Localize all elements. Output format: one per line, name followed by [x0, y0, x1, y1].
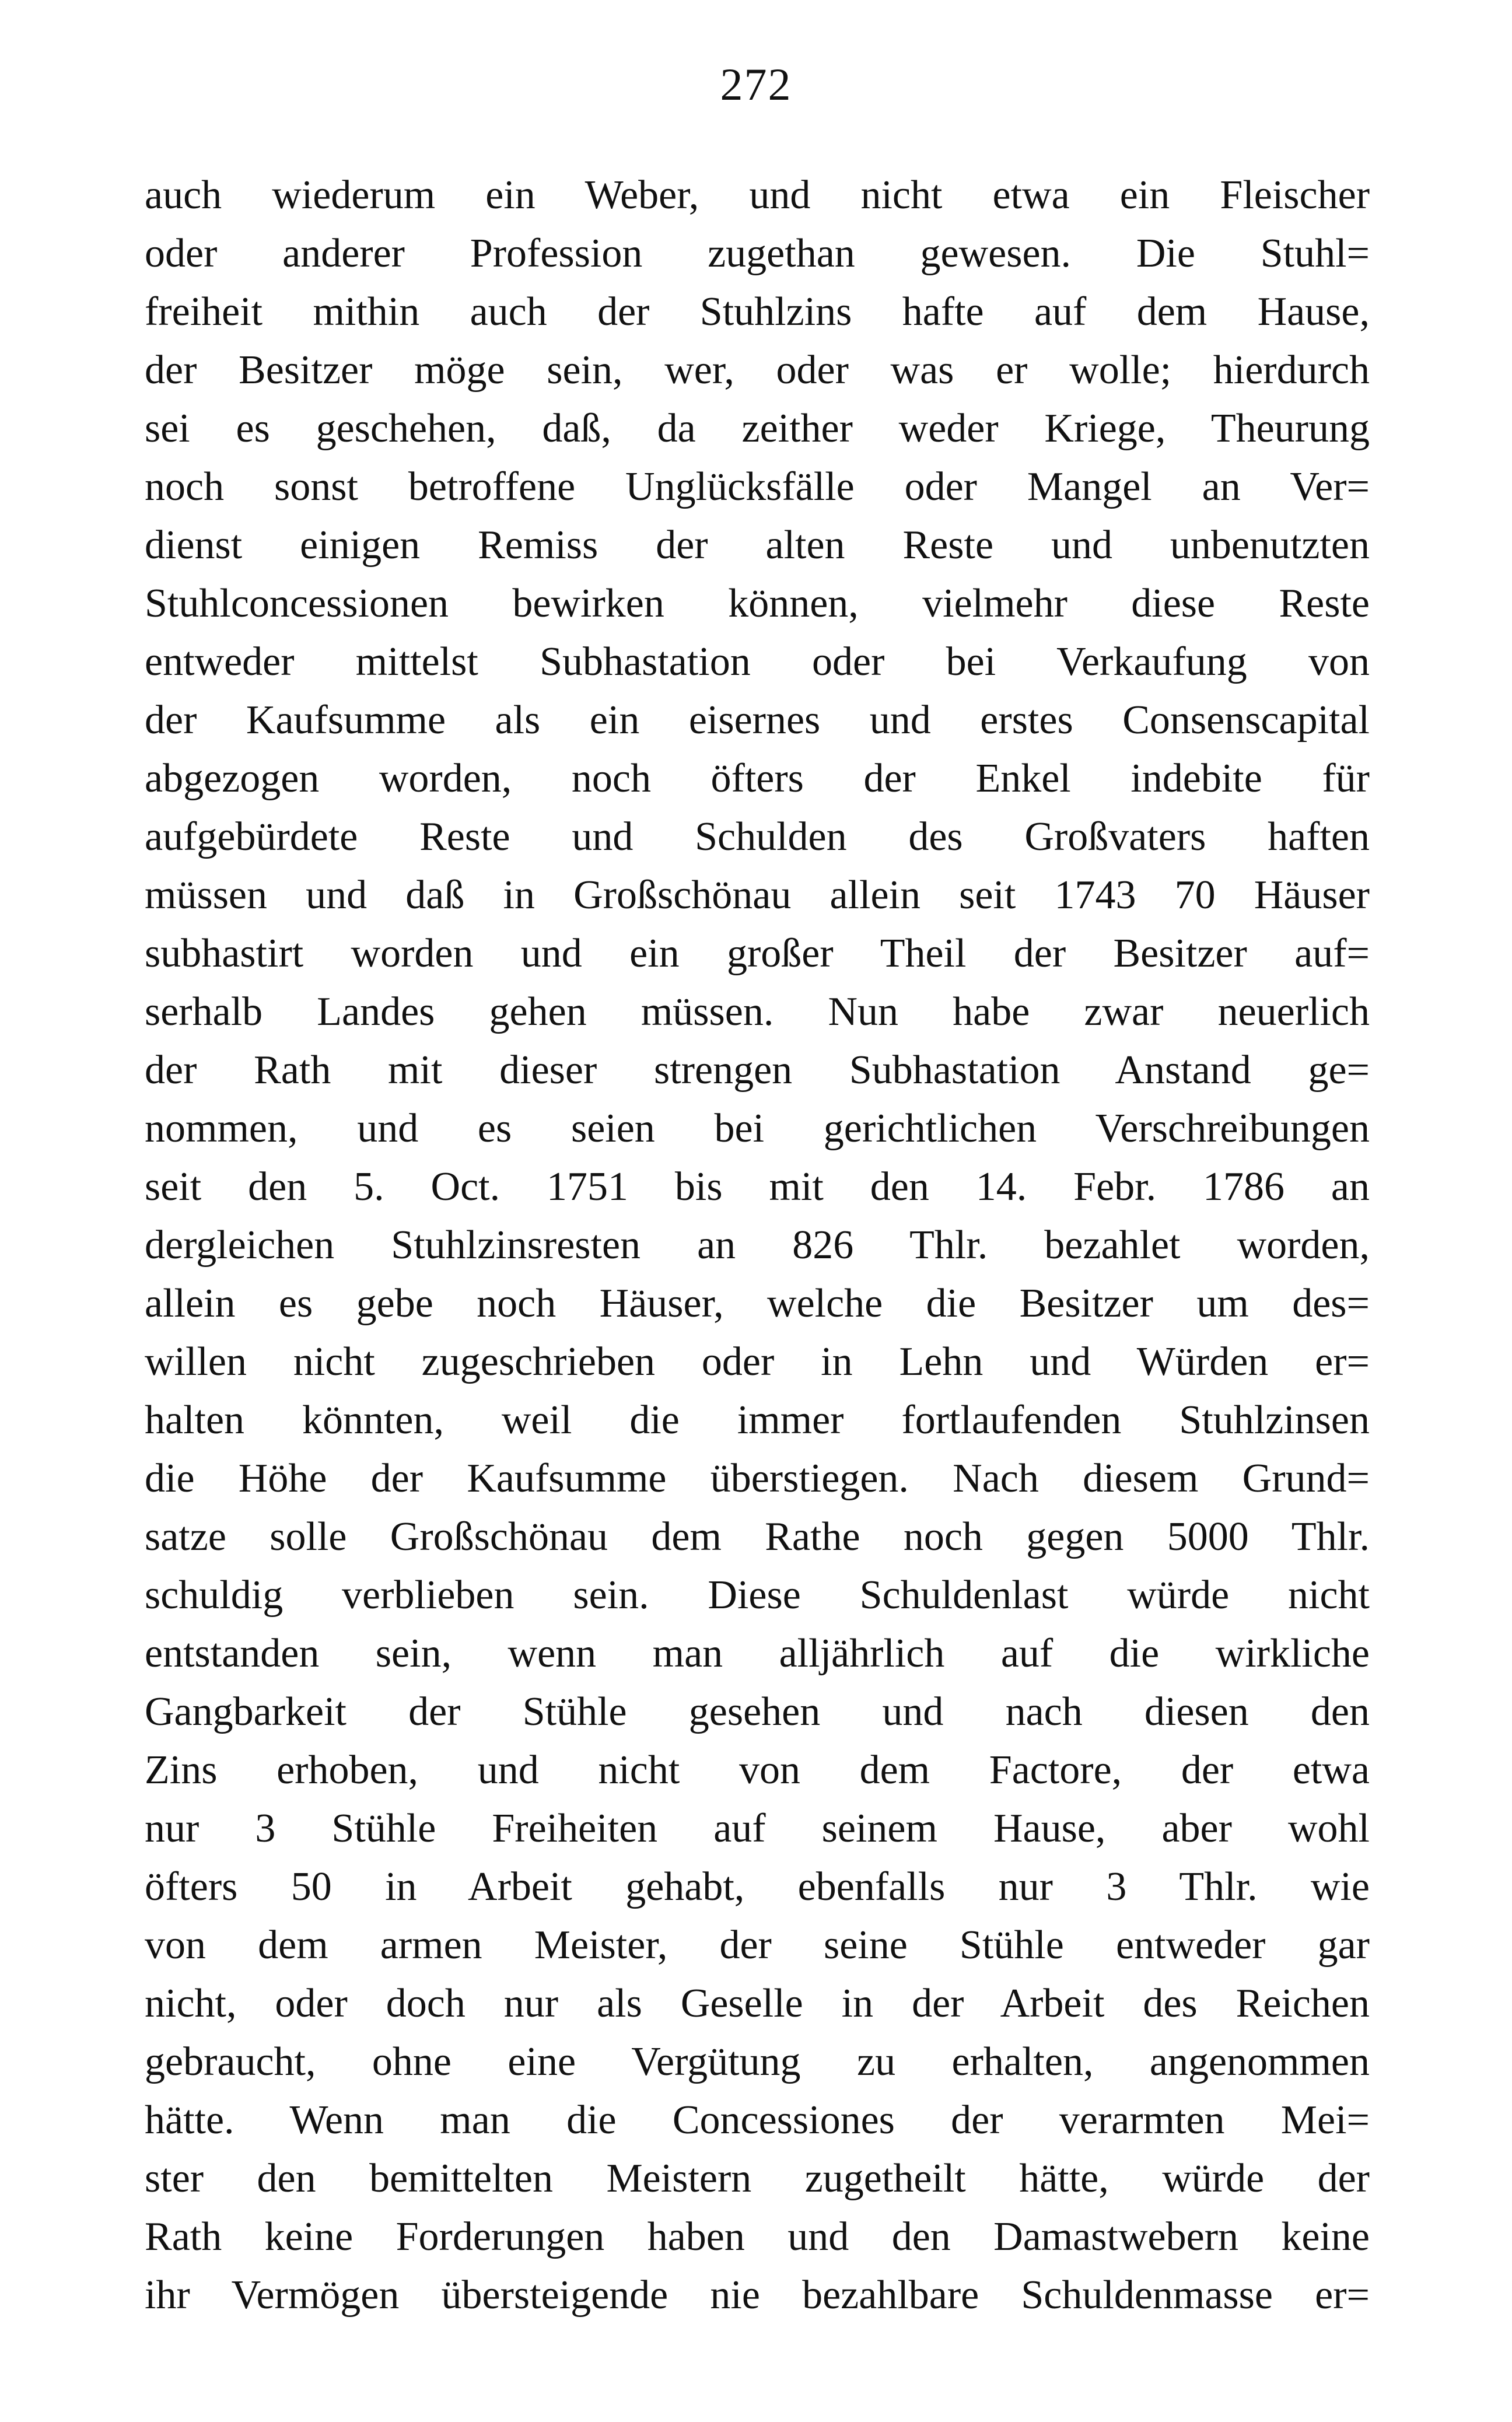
- text-line: der Rath mit dieser strengen Subhastation Anstand ge=: [145, 1048, 1370, 1093]
- text-line: serhalb Landes gehen müssen. Nun habe zwar neuerlich: [145, 989, 1370, 1034]
- text-line: öfters 50 in Arbeit gehabt, ebenfalls nur 3 Thlr. wie: [145, 1864, 1370, 1909]
- text-line: nur 3 Stühle Freiheiten auf seinem Hause, aber wohl: [145, 1806, 1370, 1851]
- text-line: aufgebürdete Reste und Schulden des Großvaters haften: [145, 814, 1370, 859]
- text-line: freiheit mithin auch der Stuhlzins hafte auf dem Hause,: [145, 289, 1370, 334]
- text-line: Rath keine Forderungen haben und den Damastwebern keine: [145, 2214, 1370, 2259]
- text-line: Stuhlconcessionen bewirken können, vielmehr diese Reste: [145, 581, 1370, 626]
- text-line: sei es geschehen, daß, da zeither weder Kriege, Theurung: [145, 406, 1370, 451]
- text-line: ster den bemittelten Meistern zugetheilt hätte, würde der: [145, 2156, 1370, 2201]
- text-line: dienst einigen Remiss der alten Reste und unbenutzten: [145, 523, 1370, 568]
- text-line: entstanden sein, wenn man alljährlich auf die wirkliche: [145, 1631, 1370, 1676]
- text-line: halten könnten, weil die immer fortlaufenden Stuhlzinsen: [145, 1398, 1370, 1443]
- text-line: ihr Vermögen übersteigende nie bezahlbare Schuldenmasse er=: [145, 2273, 1370, 2318]
- text-line: der Besitzer möge sein, wer, oder was er wolle; hierdurch: [145, 348, 1370, 393]
- text-line: hätte. Wenn man die Concessiones der verarmten Mei=: [145, 2098, 1370, 2143]
- text-line: dergleichen Stuhlzinsresten an 826 Thlr. bezahlet worden,: [145, 1223, 1370, 1268]
- text-line: die Höhe der Kaufsumme überstiegen. Nach diesem Grund=: [145, 1456, 1370, 1501]
- page-number: 272: [720, 59, 792, 110]
- text-line: schuldig verblieben sein. Diese Schuldenlast würde nicht: [145, 1573, 1370, 1618]
- text-line: von dem armen Meister, der seine Stühle entweder gar: [145, 1923, 1370, 1968]
- text-line: noch sonst betroffene Unglücksfälle oder Mangel an Ver=: [145, 464, 1370, 509]
- text-line: satze solle Großschönau dem Rathe noch gegen 5000 Thlr.: [145, 1514, 1370, 1559]
- text-line: auch wiederum ein Weber, und nicht etwa ein Fleischer: [145, 173, 1370, 218]
- text-line: abgezogen worden, noch öfters der Enkel indebite für: [145, 756, 1370, 801]
- text-line: subhastirt worden und ein großer Theil der Besitzer auf=: [145, 931, 1370, 976]
- text-line: nommen, und es seien bei gerichtlichen Verschreibungen: [145, 1106, 1370, 1151]
- text-line: der Kaufsumme als ein eisernes und erstes Consenscapital: [145, 698, 1370, 743]
- body-text: [145, 166, 1370, 2325]
- text-line: willen nicht zugeschrieben oder in Lehn und Würden er=: [145, 1339, 1370, 1384]
- text-line: gebraucht, ohne eine Vergütung zu erhalten, angenommen: [145, 2039, 1370, 2084]
- text-line: allein es gebe noch Häuser, welche die Besitzer um des=: [145, 1281, 1370, 1326]
- text-line: Zins erhoben, und nicht von dem Factore, der etwa: [145, 1748, 1370, 1793]
- text-line: müssen und daß in Großschönau allein seit 1743 70 Häuser: [145, 873, 1370, 918]
- text-line: entweder mittelst Subhastation oder bei Verkaufung von: [145, 639, 1370, 684]
- text-line: seit den 5. Oct. 1751 bis mit den 14. Febr. 1786 an: [145, 1164, 1370, 1209]
- text-line: oder anderer Profession zugethan gewesen. Die Stuhl=: [145, 231, 1370, 276]
- text-line: Gangbarkeit der Stühle gesehen und nach diesen den: [145, 1689, 1370, 1734]
- text-line: nicht, oder doch nur als Geselle in der Arbeit des Reichen: [145, 1981, 1370, 2026]
